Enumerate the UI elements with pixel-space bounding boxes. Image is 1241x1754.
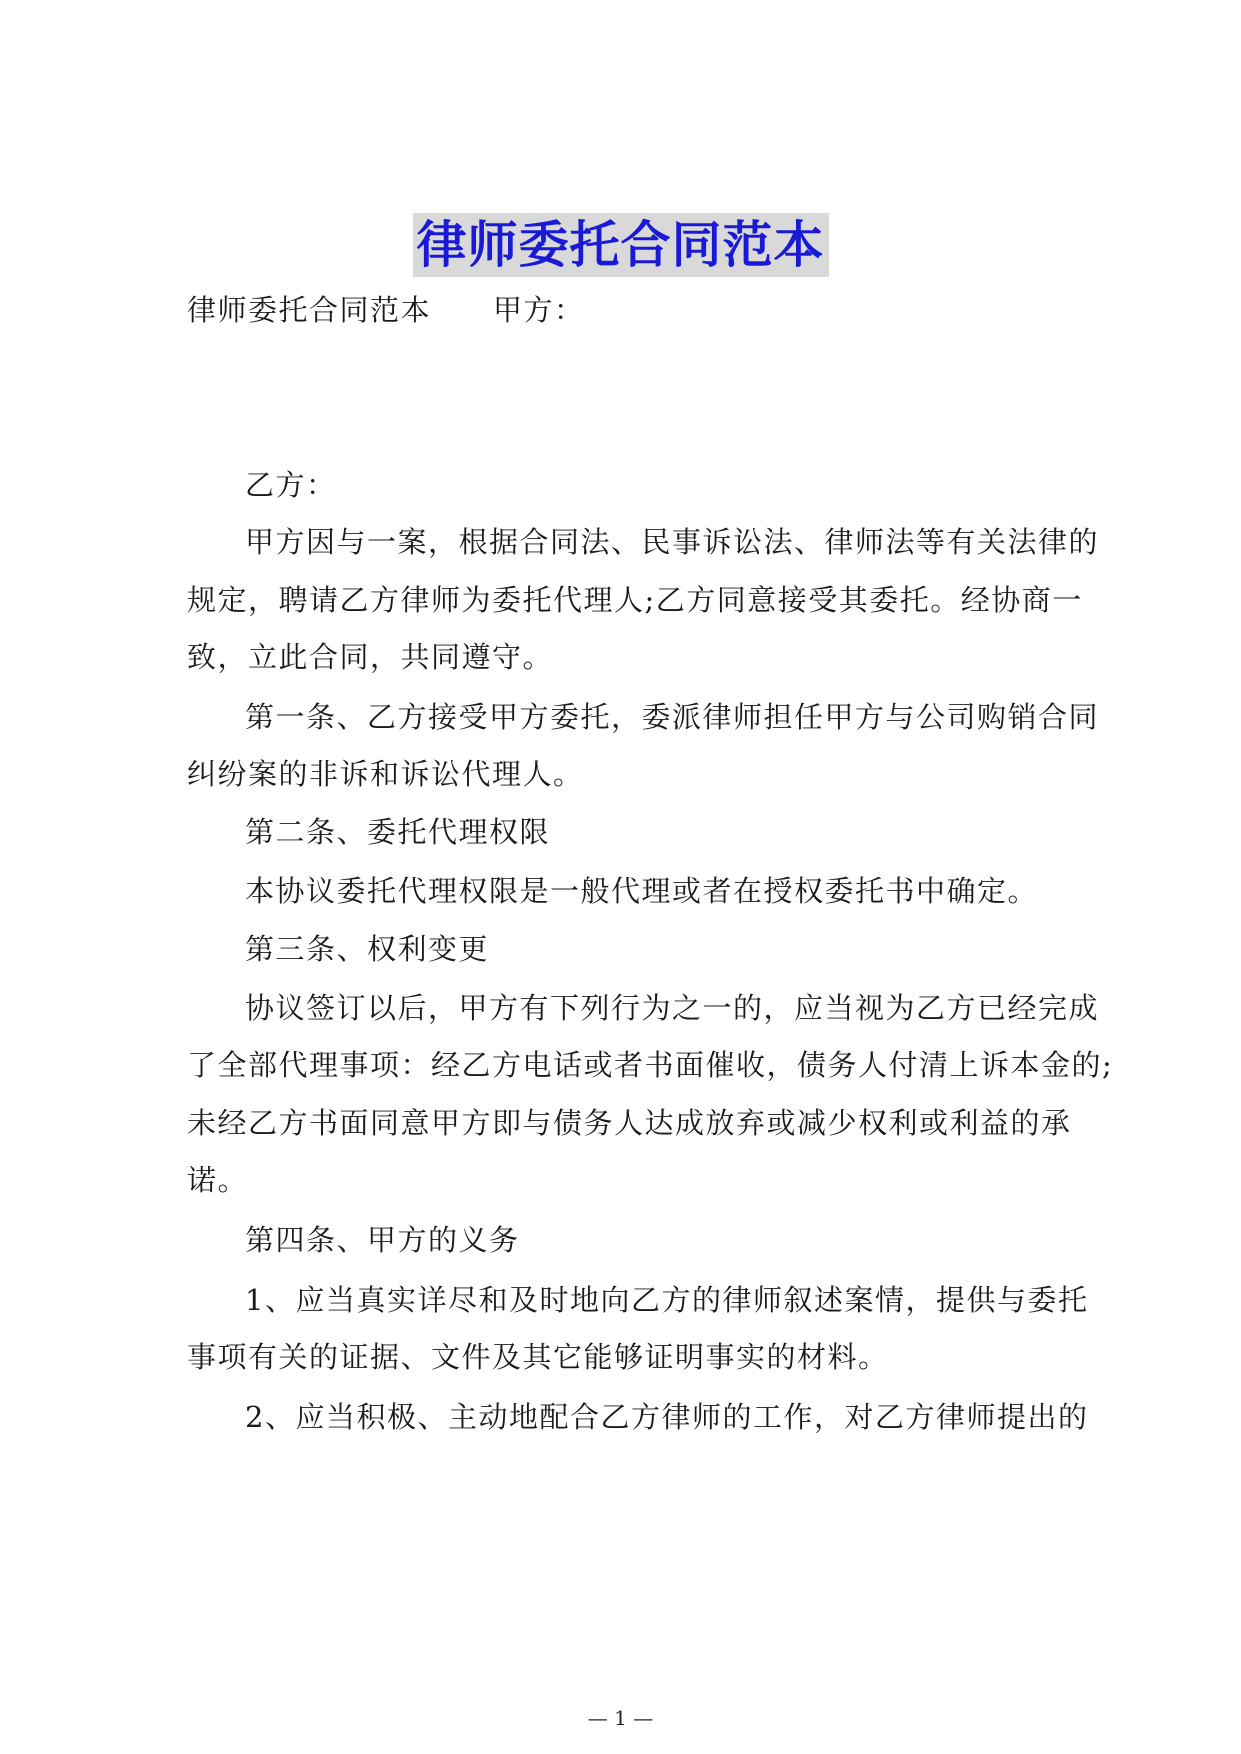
article3-line-4: 诺。 (187, 1163, 249, 1197)
header-left-text: 律师委托合同范本 (187, 293, 432, 327)
article2-heading: 第二条、委托代理权限 (245, 815, 551, 849)
article4-item1-line-2: 事项有关的证据、文件及其它能够证明事实的材料。 (187, 1340, 889, 1374)
document-title: 律师委托合同范本 (413, 213, 829, 277)
intro-line-1: 甲方因与一案，根据合同法、民事诉讼法、律师法等有关法律的 (245, 525, 1100, 559)
intro-line-2: 规定，聘请乙方律师为委托代理人;乙方同意接受其委托。经协商一 (187, 583, 1083, 617)
article3-line-1: 协议签订以后，甲方有下列行为之一的，应当视为乙方已经完成 (245, 991, 1100, 1025)
article3-line-3: 未经乙方书面同意甲方即与债务人达成放弃或减少权利或利益的承 (187, 1106, 1072, 1140)
header-line (187, 290, 585, 330)
article1-line-1: 第一条、乙方接受甲方委托，委派律师担任甲方与公司购销合同 (245, 700, 1100, 734)
intro-line-3: 致，立此合同，共同遵守。 (187, 640, 554, 674)
party-a-label: 甲方： (493, 293, 585, 327)
article4-heading: 第四条、甲方的义务 (245, 1223, 520, 1257)
title-container (0, 213, 1241, 277)
article4-item1-line-1: 1、应当真实详尽和及时地向乙方的律师叙述案情，提供与委托 (245, 1283, 1089, 1317)
article3-heading: 第三条、权利变更 (245, 932, 490, 966)
article2-text: 本协议委托代理权限是一般代理或者在授权委托书中确定。 (245, 874, 1039, 908)
article1-line-2: 纠纷案的非诉和诉讼代理人。 (187, 757, 584, 791)
page-number: — 1 — (587, 1706, 654, 1730)
party-b-label: 乙方： (245, 468, 337, 502)
article3-line-2: 了全部代理事项：经乙方电话或者书面催收，债务人付清上诉本金的; (187, 1048, 1114, 1082)
article4-item2-line-1: 2、应当积极、主动地配合乙方律师的工作，对乙方律师提出的 (245, 1400, 1089, 1434)
